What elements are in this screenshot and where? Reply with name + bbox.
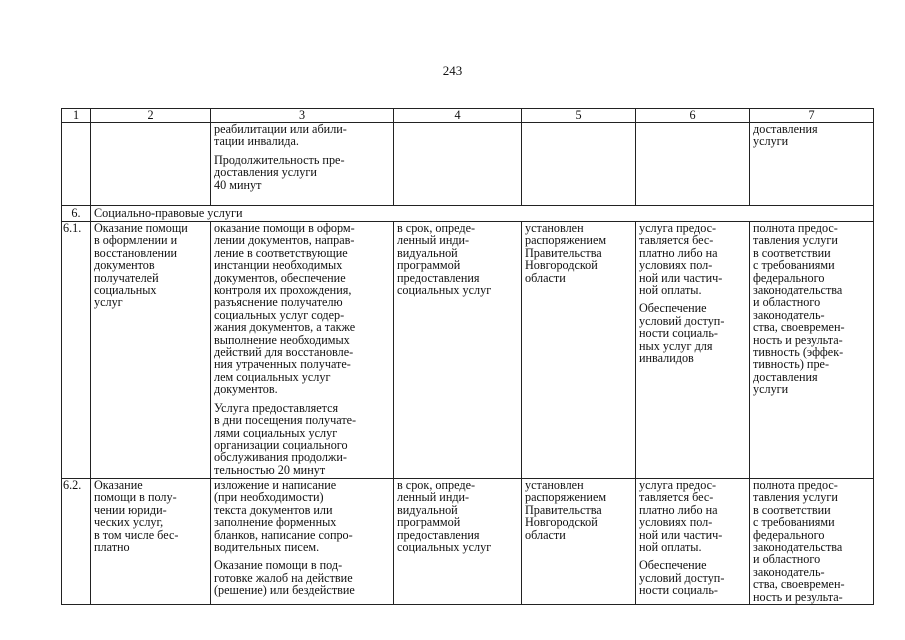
cell-rate: установлен распоряжением Правительства Новгородской области — [522, 222, 636, 479]
cell-quality: доставления услуги — [750, 123, 874, 206]
description-paragraph: Услуга предоставляется в дни посещения получате- лями социальных услуг организации социального обслуживания продолжи- тельностью 20 минут — [214, 400, 357, 477]
services-table — [61, 108, 874, 605]
description-paragraph: изложение и написание (при необходимости) текста документов или заполнение форменных бланков, написание сопро- водительных писем. — [214, 478, 353, 555]
description-paragraph: оказание помощи в оформ- лении документов, направ- ление в соответствующие инстанции необходимых документов, обеспечение контроля их прохождения, разъяснение получателю социальных услуг содер- жания документов, а также выполнение необходимых действий для восстановле- ния утраченных получате- лем социальных услуг документов. — [214, 221, 356, 397]
header-cell: 6 — [636, 109, 750, 123]
cell-name: Оказание помощи в оформлении и восстановлении документов получателей социальных услуг — [91, 222, 211, 479]
section-row — [62, 206, 874, 222]
cell-description — [211, 222, 394, 479]
cell-number: 6.1. — [62, 222, 91, 479]
cell-number: 6.2. — [62, 479, 91, 605]
header-cell: 5 — [522, 109, 636, 123]
conditions-paragraph: Обеспечение условий доступ- ности социаль- — [639, 558, 725, 598]
cell-rate: установлен распоряжением Правительства Новгородской области — [522, 479, 636, 605]
section-title: Социально-правовые услуги — [91, 206, 874, 222]
description-paragraph: Продолжительность пре- доставления услуги 40 минут — [214, 152, 345, 192]
cell-conditions — [636, 123, 750, 206]
table-row — [62, 222, 874, 479]
header-cell: 4 — [394, 109, 522, 123]
cell-name: Оказание помощи в полу- чении юриди- ческих услуг, в том числе бес- платно — [91, 479, 211, 605]
header-cell: 3 — [211, 109, 394, 123]
description-paragraph: реабилитации или абили- тации инвалида. — [214, 122, 347, 149]
cell-description — [211, 479, 394, 605]
continuation-row — [62, 123, 874, 206]
cell-term — [394, 123, 522, 206]
description-paragraph: Оказание помощи в под- готовке жалоб на действие (решение) или бездействие — [214, 558, 355, 598]
header-row — [62, 109, 874, 123]
table-row — [62, 479, 874, 605]
cell-quality: полнота предос- тавления услуги в соответствии с требованиями федерального законодательства и областного законодатель- ства, своевремен- ность и результа- тивность (эффек- тивность) пре- доставления услуги — [750, 222, 874, 479]
section-number: 6. — [62, 206, 91, 222]
cell-name — [91, 123, 211, 206]
cell-conditions — [636, 479, 750, 605]
cell-description — [211, 123, 394, 206]
header-cell: 1 — [62, 109, 91, 123]
conditions-paragraph: услуга предос- тавляется бес- платно либо на условиях пол- ной или частич- ной оплаты. — [639, 478, 723, 555]
page-number: 243 — [442, 63, 463, 78]
cell-term: в срок, опреде- ленный инди- видуальной программой предоставления социальных услуг — [394, 222, 522, 479]
cell-rate — [522, 123, 636, 206]
cell-term: в срок, опреде- ленный инди- видуальной программой предоставления социальных услуг — [394, 479, 522, 605]
cell-conditions — [636, 222, 750, 479]
header-cell: 2 — [91, 109, 211, 123]
conditions-paragraph: услуга предос- тавляется бес- платно либо на условиях пол- ной или частич- ной оплаты. — [639, 221, 723, 298]
header-cell: 7 — [750, 109, 874, 123]
cell-number — [62, 123, 91, 206]
cell-quality: полнота предос- тавления услуги в соответствии с требованиями федерального законодательства и областного законодатель- ства, своевремен- ность и результа- — [750, 479, 874, 605]
conditions-paragraph: Обеспечение условий доступ- ности социаль- ных услуг для инвалидов — [639, 301, 725, 366]
